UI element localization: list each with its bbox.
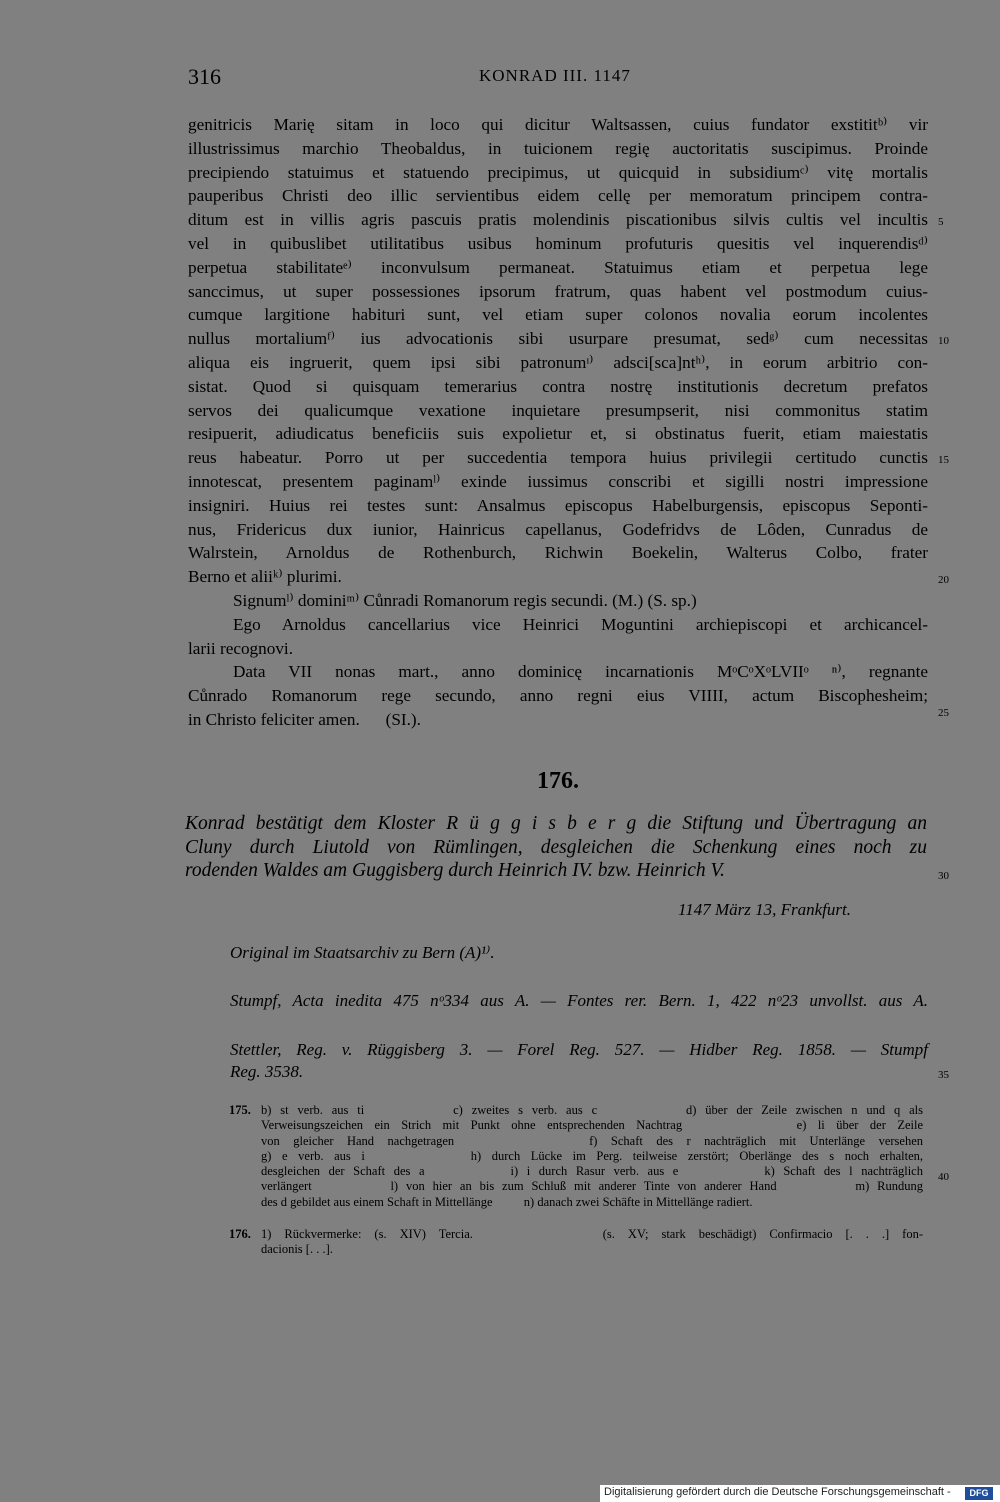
footnote-label: 176.	[229, 1227, 251, 1241]
datum-line: Cůnrado Romanorum rege secundo, anno regni eius VIIII, actum Biscophesheim;	[188, 686, 928, 706]
footnote-line: 1) Rückvermerke: (s. XIV) Tercia. (s. XV; stark beschädigt) Confirmacio [. . .] fon-	[261, 1227, 923, 1241]
signum-line: Signumˡ⁾ dominiᵐ⁾ Cůnradi Romanorum regis secundi. (M.) (S. sp.)	[233, 590, 697, 610]
text-line: reus habeatur. Porro ut per succedentia tempora huius privilegii certitudo cunctis	[188, 448, 928, 468]
text-line: ditum est in villis agris pascuis pratis molendinis piscationibus silvis cultis vel incultis	[188, 210, 928, 230]
text-line: nus, Fridericus dux iunior, Hainricus capellanus, Godefridvs de Lôden, Cunradus de	[188, 519, 928, 539]
text-line: resipuerit, adiudicatus beneficiis suis expolietur et, si obstinatus fuerit, etiam maiestatis	[188, 424, 928, 444]
text-line: nullus mortaliumᶠ⁾ ius advocationis sibi usurpare presumat, sedᵍ⁾ cum necessitas	[188, 329, 928, 349]
footnote-line: g) e verb. aus i h) durch Lücke im Perg. teilweise zerstört; Oberlänge des s noch erhalten,	[261, 1148, 923, 1163]
footnote-line: Verweisungszeichen ein Strich mit Punkt ohne entsprechenden Nachtrag e) li über der Zeile	[261, 1118, 923, 1133]
text-line: sistat. Quod si quisquam temerarius contra nostrę institutionis decretum prefatos	[188, 376, 928, 396]
text-line: genitricis Marię sitam in loco qui dicitur Waltsassen, cuius fundator exstititᵇ⁾ vir	[188, 115, 928, 134]
tradition-line: Original im Staatsarchiv zu Bern (A)¹⁾.	[230, 943, 495, 962]
regest-line: Konrad bestätigt dem Kloster R ü g g i s b e r g die Stiftung und Übertragung an	[185, 813, 927, 834]
text-line: cumque largitione habituri sunt, vel etiam super colonos novalia eorum incolentes	[188, 305, 928, 325]
line-number: 30	[938, 870, 949, 882]
footnote-line: dacionis [. . .].	[261, 1242, 333, 1257]
datum-line: in Christo feliciter amen. (SI.).	[188, 709, 421, 729]
datum-line: Data VII nonas mart., anno dominicę incarnationis MᵒCᵒXᵒLVIIᵒ ⁿ⁾, regnante	[233, 662, 928, 682]
footnote-line: verlängert l) von hier an bis zum Schluß mit anderer Tinte von anderer Hand m) Rundung	[261, 1179, 923, 1194]
regest-line: Cluny durch Liutold von Rümlingen, desgleichen die Schenkung eines noch zu	[185, 836, 927, 858]
footnotes-176	[229, 1227, 923, 1261]
text-line: Walrstein, Arnoldus de Rothenburch, Richwin Boekelin, Walterus Colbo, frater	[188, 543, 928, 563]
editions-note	[230, 990, 928, 1012]
text-line: illustrissimus marchio Theobaldus, in tuicionem regię auctoritatis suscipimus. Proinde	[188, 138, 928, 158]
text-line: perpetua stabilitateᵉ⁾ inconvulsum permaneat. Statuimus etiam et perpetua lege	[188, 257, 928, 277]
line-number: 20	[938, 574, 949, 586]
text-line: innotescat, presentem paginamˡ⁾ exinde iussimus conscribi et sigilli nostri impressione	[188, 471, 928, 491]
footnote-line: desgleichen der Schaft des a i) i durch Rasur verb. aus e k) Schaft des l nachträglich	[261, 1164, 923, 1179]
running-title: KONRAD III. 1147	[479, 66, 631, 85]
line-number: 10	[938, 335, 949, 347]
text-line: precipiendo statuimus et statuendo precipimus, ut quicquid in subsidiumᶜ⁾ vitę mortalis	[188, 162, 928, 182]
page-number: 316	[188, 64, 221, 89]
date-place: 1147 März 13, Frankfurt.	[678, 900, 851, 919]
footnotes-175	[229, 1103, 923, 1213]
regest	[185, 812, 927, 883]
footnote-line: von gleicher Hand nachgetragen f) Schaft des r nachträglich mit Unterlänge versehen	[261, 1133, 923, 1148]
tradition-line: Stumpf, Acta inedita 475 nᵒ334 aus A. — Fontes rer. Bern. 1, 422 nᵒ23 unvollst. aus A.	[230, 991, 928, 1010]
original-note	[230, 942, 928, 964]
line-number: 35	[938, 1069, 949, 1081]
footnote-line: b) st verb. aus ti c) zweites s verb. aus c d) über der Zeile zwischen n und q als	[261, 1103, 923, 1117]
text-line: Berno et aliiᵏ⁾ plurimi.	[188, 567, 342, 587]
footnote-line: des d gebildet aus einem Schaft in Mittellänge n) danach zwei Schäfte in Mittellänge radiert.	[261, 1194, 753, 1209]
text-line: sanccimus, ut super possessiones ipsorum fratrum, quas habent vel postmodum cuius-	[188, 281, 928, 301]
tradition-line: Reg. 3538.	[230, 1062, 304, 1081]
text-line: insigniri. Huius rei testes sunt: Ansalmus episcopus Habelburgensis, episcopus Seponti-	[188, 495, 928, 515]
tradition-line: Stettler, Reg. v. Rüggisberg 3. — Forel Reg. 527. — Hidber Reg. 1858. — Stumpf	[230, 1040, 928, 1059]
line-number: 15	[938, 454, 949, 466]
recognition-line: larii recognovi.	[188, 638, 293, 658]
line-number: 25	[938, 707, 949, 719]
footnote-label: 175.	[229, 1103, 251, 1117]
document-175-text	[188, 113, 928, 732]
footer-credit: Digitalisierung gefördert durch die Deutsche Forschungsgemeinschaft -	[604, 1486, 951, 1498]
text-line: servos dei qualicumque vexatione inquietare presumpserit, nisi commonitus statim	[188, 400, 928, 420]
text-line: vel in quibuslibet utilitatibus usibus hominum profuturis quesitis vel inquerendisᵈ⁾	[188, 233, 928, 253]
dfg-logo: DFG	[965, 1487, 993, 1500]
document-number: 176.	[537, 768, 579, 794]
regesta-note	[230, 1039, 928, 1083]
text-line: aliqua eis ingruerit, quem ipsi sibi patronumᶦ⁾ adsci[sca]ntʰ⁾, in eorum arbitrio con-	[188, 352, 928, 372]
recognition-line: Ego Arnoldus cancellarius vice Heinrici Moguntini archiepiscopi et archicancel-	[233, 614, 928, 634]
regest-line: rodenden Waldes am Guggisberg durch Heinrich IV. bzw. Heinrich V.	[185, 860, 725, 881]
text-line: pauperibus Christi deo illic servientibus eidem cellę per memoratum principem contra-	[188, 186, 928, 206]
line-number: 5	[938, 216, 944, 228]
line-number: 40	[938, 1171, 949, 1183]
